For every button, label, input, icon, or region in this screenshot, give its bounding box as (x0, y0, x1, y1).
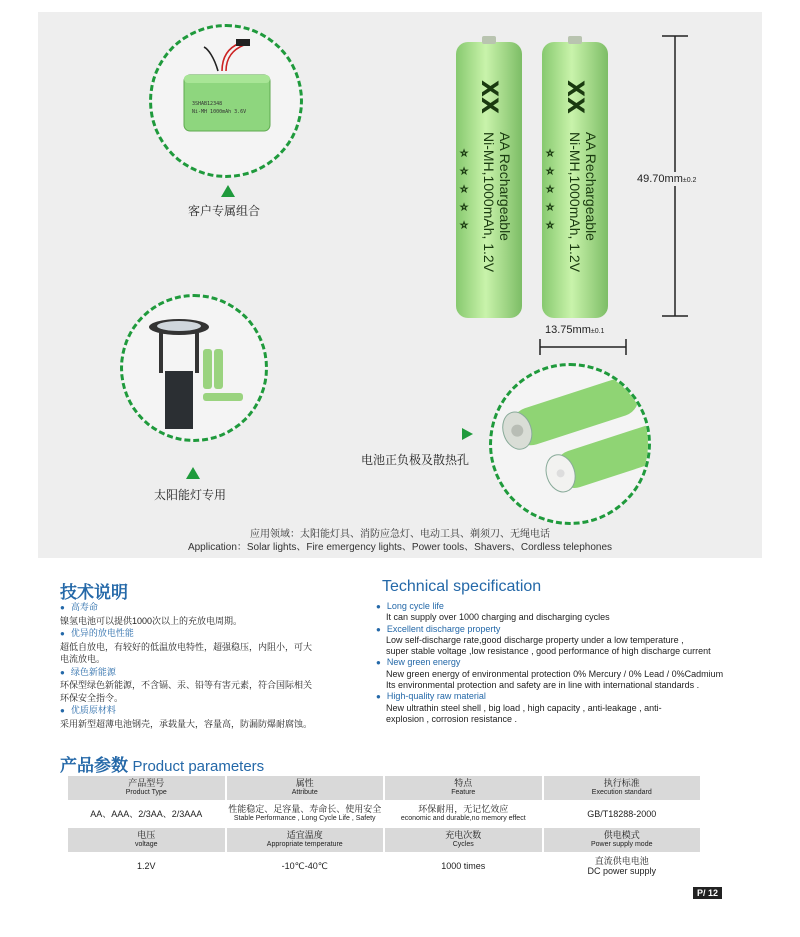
table-cell: 属性 Attribute (227, 776, 384, 800)
svg-text:Ni-MH 1000mAh 3.6V: Ni-MH 1000mAh 3.6V (192, 109, 247, 115)
params-title: 产品参数 Product parameters (60, 756, 265, 775)
battery-terminal-photo (489, 363, 651, 525)
svg-text:☆: ☆ (460, 202, 469, 212)
svg-text:XX: XX (476, 80, 501, 114)
tech-en-item: ● High-quality raw material New ultrathin steel shell , big load , high capacity , anti-leakage , anti- explosion , corrosion resistance . (376, 691, 756, 725)
tech-en-item: ● Long cycle life It can supply over 1000 charging and discharging cycles (376, 601, 756, 624)
height-dimension-label: 49.70mm±0.2 (637, 173, 697, 185)
product-gallery-panel (38, 12, 762, 558)
tech-en-title: Technical specification (382, 578, 542, 595)
brand-logo-icon (476, 80, 587, 114)
svg-text:☆: ☆ (546, 184, 555, 194)
caption-arrow-icon (462, 428, 473, 440)
table-cell: -10℃-40℃ (227, 852, 384, 880)
diameter-dimension-line (538, 338, 628, 356)
battery-label-left-line1: AA Rechargeable (497, 132, 513, 241)
solar-lamp-caption: 太阳能灯专用 (154, 488, 227, 502)
tech-cn-title: 技术说明 (60, 583, 128, 602)
battery-label-left-line2: Ni-MH,1000mAh, 1.2V (481, 132, 497, 273)
table-header-row (68, 828, 700, 852)
table-row (68, 852, 700, 880)
battery-label-right-line1: AA Rechargeable (583, 132, 599, 241)
table-cell: 电压 voltage (68, 828, 225, 852)
product-parameters-table (66, 776, 702, 880)
table-cell: 性能稳定、足容量、寿命长、使用安全 Stable Performance , Long Cycle Life , Safety (227, 800, 384, 828)
svg-text:☆: ☆ (460, 184, 469, 194)
svg-text:☆: ☆ (546, 202, 555, 212)
table-cell: 环保耐用，无记忆效应 economic and durable,no memory effect (385, 800, 542, 828)
custom-combination-caption: 客户专属组合 (188, 204, 261, 218)
table-cell: 执行标准 Execution standard (544, 776, 701, 800)
caption-arrow-icon (221, 185, 235, 197)
svg-text:☆: ☆ (460, 148, 469, 158)
application-cn: 应用领域：太阳能灯具、消防应急灯、电动工具、剃须刀、无绳电话 (250, 529, 550, 540)
table-cell: 特点 Feature (385, 776, 542, 800)
table-cell: 供电模式 Power supply mode (544, 828, 701, 852)
table-cell: 1000 times (385, 852, 542, 880)
diameter-dimension-label: 13.75mm±0.1 (545, 324, 605, 336)
svg-text:XX: XX (562, 80, 587, 114)
page-number: P/ 12 (693, 887, 722, 899)
svg-text:☆: ☆ (460, 220, 469, 230)
terminal-caption: 电池正负极及散热孔 (361, 453, 470, 467)
application-en: Application：Solar lights、Fire emergency lights、Power tools、Shavers、Cordless telephones (187, 542, 613, 553)
tech-cn-list (60, 601, 380, 730)
table-cell: GB/T18288-2000 (544, 800, 701, 828)
battery-pack-photo (149, 24, 303, 178)
tech-cn-item: ● 高寿命 镍氢电池可以提供1000次以上的充放电周期。 (60, 601, 380, 627)
tech-cn-item: ● 绿色新能源 环保型绿色新能源，不含镉、汞、铅等有害元素，符合国际相关 环保安全指令。 (60, 666, 380, 705)
svg-text:☆: ☆ (546, 220, 555, 230)
table-row (68, 800, 700, 828)
table-cell: 充电次数 Cycles (385, 828, 542, 852)
table-header-row (68, 776, 700, 800)
tech-en-list (376, 601, 756, 725)
tech-cn-item: ● 优异的放电性能 超低自放电，有较好的低温放电特性，超强稳压，内阻小，可大 电流放电。 (60, 627, 380, 666)
caption-arrow-icon (186, 467, 200, 479)
solar-lamp-photo (120, 294, 268, 442)
svg-text:☆: ☆ (546, 148, 555, 158)
tech-en-item: ● New green energy New green energy of environmental protection 0% Mercury / 0% Lead / 0%Cadmium Its environmental protection and safety are in line with international standards . (376, 657, 756, 691)
battery-label-right-line2: Ni-MH,1000mAh, 1.2V (567, 132, 583, 273)
svg-text:3SHAB12348: 3SHAB12348 (192, 101, 223, 107)
table-cell: 适宜温度 Appropriate temperature (227, 828, 384, 852)
tech-en-item: ● Excellent discharge property Low self-discharge rate,good discharge property under a low temperature , super stable voltage ,low resistance , good performance of high discharge current (376, 624, 756, 658)
table-cell: 直流供电电池 DC power supply (544, 852, 701, 880)
table-cell: 产品型号 Product Type (68, 776, 225, 800)
tech-cn-item: ● 优质原材料 采用新型超薄电池钢壳，承载量大，容量高，防漏防爆耐腐蚀。 (60, 704, 380, 730)
table-cell: AA、AAA、2/3AA、2/3AAA (68, 800, 225, 828)
aa-batteries-illustration (448, 34, 618, 324)
table-cell: 1.2V (68, 852, 225, 880)
svg-text:☆: ☆ (546, 166, 555, 176)
svg-text:☆: ☆ (460, 166, 469, 176)
